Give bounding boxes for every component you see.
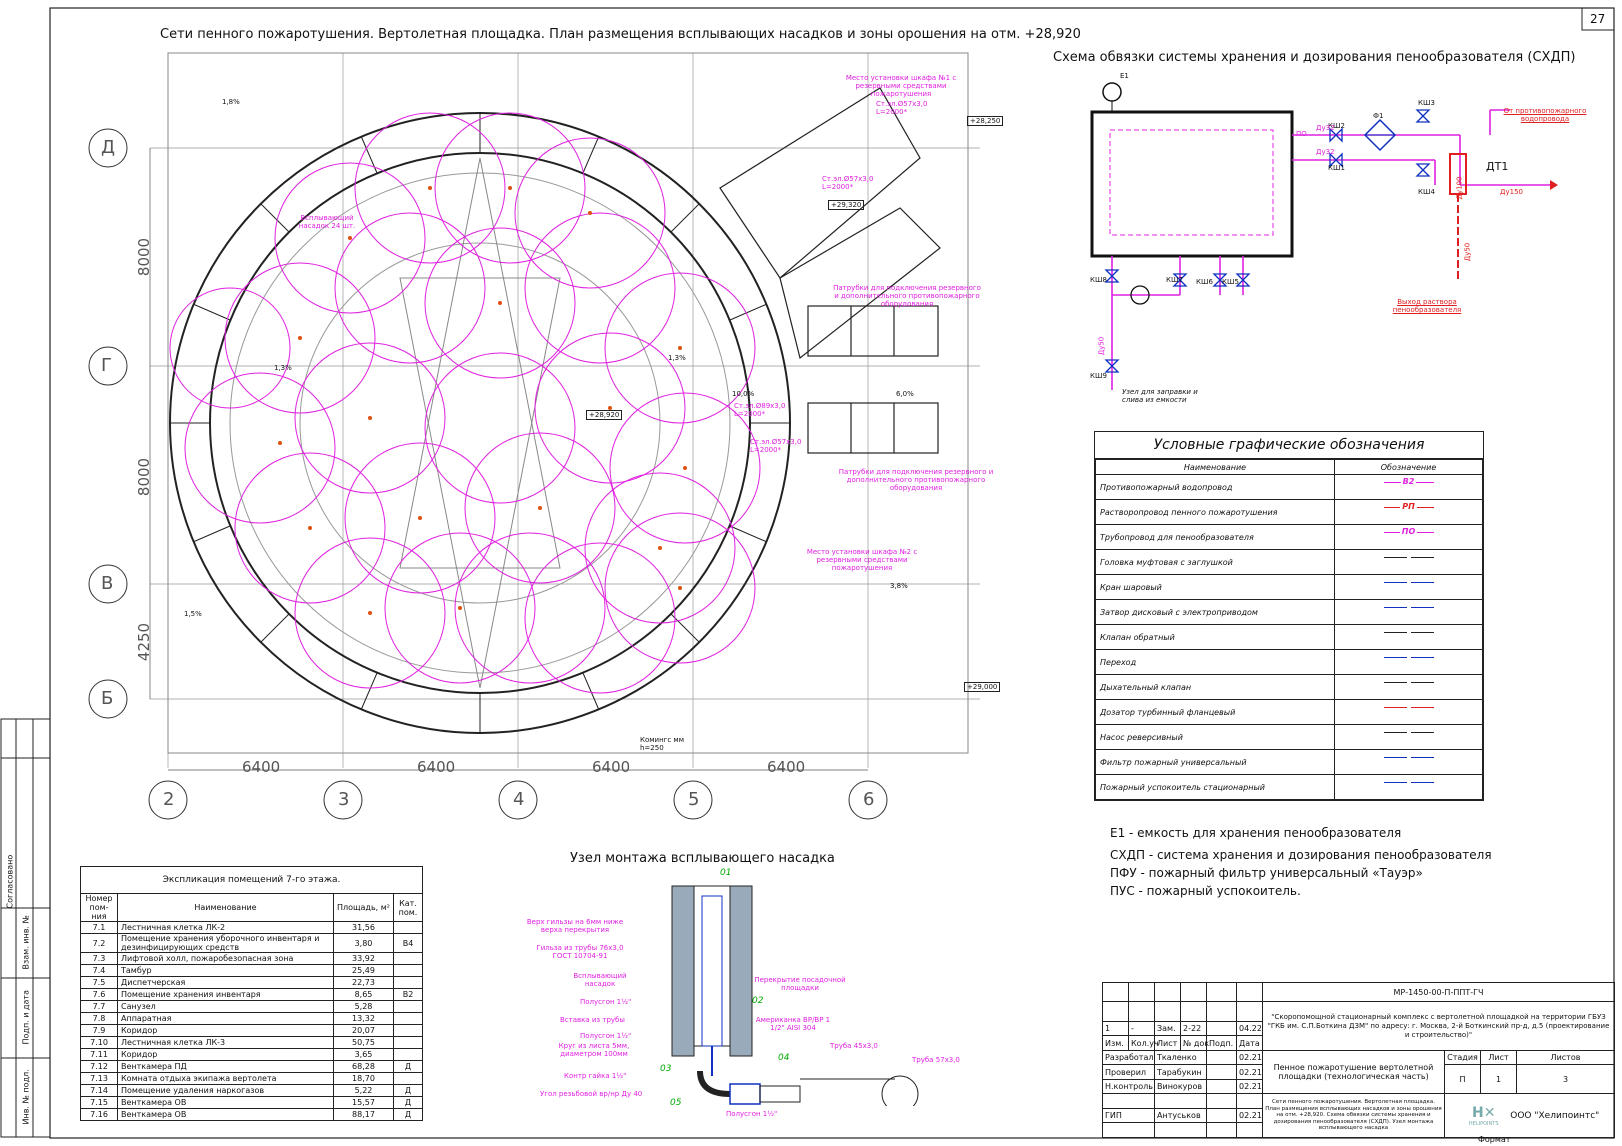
expl-num: 7.12 xyxy=(81,1061,118,1073)
slope-6: 6,0% xyxy=(896,390,914,398)
sheet-number: 27 xyxy=(1590,12,1606,26)
dim-h-3: 6400 xyxy=(592,758,631,776)
expl-area: 88,17 xyxy=(333,1109,393,1121)
expl-num: 7.10 xyxy=(81,1037,118,1049)
axis-num-3: 3 xyxy=(338,789,350,810)
axis-num-2: 2 xyxy=(163,789,175,810)
legend-sign-code xyxy=(1407,702,1411,711)
dim-v-2: 8000 xyxy=(135,457,154,497)
node-c01: 01 xyxy=(720,868,732,878)
helipad-plan xyxy=(80,48,1010,838)
expl-num: 7.2 xyxy=(81,934,118,953)
stamp-date-3: 02.21 xyxy=(1237,1079,1263,1094)
legend-sign-line xyxy=(1384,682,1434,692)
node-sleeve-top: Верх гильзы на 6мм ниже верха перекрытия xyxy=(526,918,624,934)
side-agreed: Согласовано xyxy=(5,854,15,909)
expl-name: Санузел xyxy=(118,1001,334,1013)
explication-row xyxy=(81,1073,423,1085)
label-connection-1: Патрубки для подключения резервного и дополнительного противопожарного оборудования xyxy=(833,284,981,308)
du-5: Ду50 xyxy=(1463,242,1472,262)
expl-area: 13,32 xyxy=(333,1013,393,1025)
node-american: Американка ВР/ВР 1 1/2" AISI 304 xyxy=(755,1016,831,1032)
legend-sign-code xyxy=(1407,677,1411,686)
expl-cat xyxy=(394,1013,423,1025)
node-c02: 02 xyxy=(752,996,764,1006)
expl-num: 7.5 xyxy=(81,977,118,989)
stamp-person-4: Антуськов xyxy=(1155,1108,1207,1123)
du-4: Ду100 xyxy=(1455,176,1464,200)
side-sign-date: Подп. и дата xyxy=(21,990,31,1045)
legend-item-sign xyxy=(1335,475,1483,500)
label-komings: Комингс мм h=250 xyxy=(640,736,684,752)
legend-sign-code xyxy=(1407,752,1411,761)
legend-sign-code xyxy=(1407,652,1411,661)
outlet-label: Выход раствора пенообразователя xyxy=(1392,298,1462,314)
legend-col-name: Наименование xyxy=(1096,460,1335,475)
stamp-sheets-h: Листов xyxy=(1517,1050,1615,1065)
valve-ksh6: КШ6 xyxy=(1196,278,1213,286)
label-pipe-2: Ст.эл.Ø57х3,0 L=2000* xyxy=(822,175,874,191)
node-c04: 04 xyxy=(778,1053,790,1063)
legend-item-sign xyxy=(1335,500,1483,525)
expl-name: Помещение хранения уборочного инвентаря и дезинфицирующих средств xyxy=(118,934,334,953)
expl-name: Тамбур xyxy=(118,965,334,977)
explication-row xyxy=(81,1037,423,1049)
expl-name: Лестничная клетка ЛК-2 xyxy=(118,922,334,934)
stamp-h-6: Дата xyxy=(1237,1036,1263,1051)
legend-item-name: Фильтр пожарный универсальный xyxy=(1096,750,1335,775)
node-pipe57: Труба 57х3,0 xyxy=(912,1056,960,1064)
legend-item-name: Клапан обратный xyxy=(1096,625,1335,650)
node-elbow: Угол резьбовой вр/нр Ду 40 xyxy=(540,1090,643,1098)
plan-title: Сети пенного пожаротушения. Вертолетная площадка. План размещения всплывающих насадков и зоны орошения на отм. +28,920 xyxy=(160,27,1081,42)
slope-5: 10,0% xyxy=(732,390,755,398)
legend-row xyxy=(1096,675,1483,700)
expl-num: 7.1 xyxy=(81,922,118,934)
legend-item-name: Дыхательный клапан xyxy=(1096,675,1335,700)
expl-cat xyxy=(394,1073,423,1085)
stamp-sheet-v: 1 xyxy=(1481,1065,1517,1094)
stamp-change-2: - xyxy=(1129,1021,1155,1036)
axis-letter-g: Г xyxy=(101,355,112,376)
company-logo: H✕ HELIPOINTS xyxy=(1460,1105,1508,1127)
node-sleeve: Гильза из трубы 76х3,0 ГОСТ 10704-91 xyxy=(536,944,624,960)
expl-cat xyxy=(394,1049,423,1061)
stamp-h-5: Подп. xyxy=(1207,1036,1237,1051)
stamp-role-1: Разработал xyxy=(1103,1050,1155,1065)
legend-item-sign xyxy=(1335,725,1483,750)
expl-cat: Д xyxy=(394,1085,423,1097)
expl-cat: В2 xyxy=(394,989,423,1001)
expl-cat xyxy=(394,1037,423,1049)
du-2: Ду32 xyxy=(1316,148,1335,156)
expl-cat: Д xyxy=(394,1109,423,1121)
expl-h-area: Площадь, м² xyxy=(333,894,393,922)
legend-sign-code xyxy=(1407,577,1411,586)
label-pipe-1: Ст.эл.Ø57х3,0 L=2000* xyxy=(876,100,928,116)
legend-sign-code xyxy=(1407,627,1411,636)
node-title: Узел монтажа всплывающего насадка xyxy=(570,851,835,866)
stamp-h-1: Изм. xyxy=(1103,1036,1129,1051)
expl-area: 68,28 xyxy=(333,1061,393,1073)
scheme-title: Схема обвязки системы хранения и дозирования пенообразователя (СХДП) xyxy=(1053,50,1576,65)
legend-sign-code xyxy=(1407,552,1411,561)
legend-sign-line xyxy=(1384,477,1434,492)
legend-title: Условные графические обозначения xyxy=(1095,432,1483,459)
dim-h-4: 6400 xyxy=(767,758,806,776)
axis-letter-v: В xyxy=(101,573,114,594)
expl-cat: В4 xyxy=(394,934,423,953)
legend-row xyxy=(1096,525,1483,550)
legend-row xyxy=(1096,550,1483,575)
doser-dt1: ДТ1 xyxy=(1486,160,1509,173)
expl-area: 3,80 xyxy=(333,934,393,953)
from-main: От противопожарного водопровода xyxy=(1503,107,1587,123)
explication-row xyxy=(81,1001,423,1013)
stamp-section: Пенное пожаротушение вертолетной площадки (технологическая часть) xyxy=(1263,1050,1445,1094)
legend-row xyxy=(1096,750,1483,775)
legend-item-name: Противопожарный водопровод xyxy=(1096,475,1335,500)
expl-cat: Д xyxy=(394,1097,423,1109)
expl-h-name: Наименование xyxy=(118,894,334,922)
legend-item-sign xyxy=(1335,775,1483,800)
stamp-h-2: Кол.уч xyxy=(1129,1036,1155,1051)
legend-item-name: Пожарный успокоитель стационарный xyxy=(1096,775,1335,800)
expl-num: 7.15 xyxy=(81,1097,118,1109)
stamp-format: Формат xyxy=(1478,1135,1511,1144)
expl-cat xyxy=(394,1025,423,1037)
du-3: Ду150 xyxy=(1500,188,1523,196)
legend-sign-code xyxy=(1407,777,1411,786)
expl-area: 25,49 xyxy=(333,965,393,977)
node-insert: Вставка из трубы xyxy=(560,1016,625,1024)
legend-sign-line xyxy=(1384,757,1434,767)
filter-f1: Ф1 xyxy=(1373,112,1384,120)
level-1: +28,250 xyxy=(967,116,1003,126)
expl-num: 7.6 xyxy=(81,989,118,1001)
expl-name: Лестничная клетка ЛК-3 xyxy=(118,1037,334,1049)
stamp-change-5 xyxy=(1207,1021,1237,1036)
expl-h-num: Номер пом-ния xyxy=(81,894,118,922)
stamp-date-1: 02.21 xyxy=(1237,1050,1263,1065)
slope-3: 1,3% xyxy=(668,354,686,362)
explication-row xyxy=(81,1025,423,1037)
axis-num-4: 4 xyxy=(513,789,525,810)
explication-row xyxy=(81,1013,423,1025)
label-cabinet-1: Место установки шкафа №1 с резервными средствами пожаротушения xyxy=(845,74,957,98)
legend-sign-code: В2 xyxy=(1402,477,1415,486)
expl-area: 3,65 xyxy=(333,1049,393,1061)
legend-item-sign xyxy=(1335,600,1483,625)
explication-row xyxy=(81,953,423,965)
stamp-company: ООО "Хелипоинтс" xyxy=(1510,1110,1600,1121)
legend-row xyxy=(1096,500,1483,525)
expl-num: 7.9 xyxy=(81,1025,118,1037)
stamp-sheets-v: 3 xyxy=(1517,1065,1615,1094)
stamp-date-2: 02.21 xyxy=(1237,1065,1263,1080)
expl-num: 7.7 xyxy=(81,1001,118,1013)
legend-item-name: Трубопровод для пенообразователя xyxy=(1096,525,1335,550)
du-1: Ду32 xyxy=(1316,124,1335,132)
legend-item-name: Переход xyxy=(1096,650,1335,675)
explication-row xyxy=(81,989,423,1001)
stamp-change-3: Зам. xyxy=(1155,1021,1181,1036)
level-4: +29,000 xyxy=(964,682,1000,692)
legend-sign-line xyxy=(1384,782,1434,792)
dim-v-3: 4250 xyxy=(135,622,154,662)
expl-area: 20,07 xyxy=(333,1025,393,1037)
note-2: СХДП - система хранения и дозирования пенообразователя xyxy=(1110,848,1492,862)
expl-name: Венткамера ОВ xyxy=(118,1109,334,1121)
expl-name: Аппаратная xyxy=(118,1013,334,1025)
explication-row xyxy=(81,1085,423,1097)
stamp-h-3: Лист xyxy=(1155,1036,1181,1051)
scheme-e1: Е1 xyxy=(1120,72,1129,80)
legend-col-sign: Обозначение xyxy=(1335,460,1483,475)
legend-row xyxy=(1096,725,1483,750)
label-nozzles: Всплывающий насадок 24 шт. xyxy=(298,214,356,230)
note-4: ПУС - пожарный успокоитель. xyxy=(1110,884,1301,898)
explication-row xyxy=(81,934,423,953)
expl-cat xyxy=(394,1001,423,1013)
explication-row xyxy=(81,965,423,977)
expl-name: Коридор xyxy=(118,1049,334,1061)
expl-h-cat: Кат. пом. xyxy=(394,894,423,922)
axis-letter-b: Б xyxy=(101,688,114,709)
expl-area: 50,75 xyxy=(333,1037,393,1049)
dim-h-2: 6400 xyxy=(417,758,456,776)
title-block xyxy=(1102,982,1614,1138)
valve-ksh2: КШ2 xyxy=(1328,122,1345,130)
expl-name: Помещение удаления наркогазов xyxy=(118,1085,334,1097)
stamp-stage-v: П xyxy=(1445,1065,1481,1094)
level-3: +28,920 xyxy=(586,410,622,420)
stamp-project: "Скоропомощной стационарный комплекс с вертолетной площадкой на территории ГБУЗ "ГКБ им. С.П.Боткина ДЗМ" по адресу: г. Москва, 2-й Боткинский пр-д, д.5 (проектирование и строительство)" xyxy=(1263,1002,1615,1050)
legend-row xyxy=(1096,625,1483,650)
stamp-person-1: Ткаленко xyxy=(1155,1050,1207,1065)
legend-sign-line xyxy=(1384,657,1434,667)
expl-area: 5,22 xyxy=(333,1085,393,1097)
side-inv: Инв. № подл. xyxy=(21,1069,31,1125)
expl-name: Венткамера ОВ xyxy=(118,1097,334,1109)
legend-item-sign xyxy=(1335,675,1483,700)
expl-area: 18,70 xyxy=(333,1073,393,1085)
explication-row xyxy=(81,1049,423,1061)
legend-row xyxy=(1096,700,1483,725)
legend-item-sign xyxy=(1335,550,1483,575)
legend-sign-line xyxy=(1384,607,1434,617)
legend xyxy=(1094,431,1484,801)
skhdp-scheme xyxy=(1080,70,1560,410)
label-pipe-4: Ст.эл.Ø57х3,0 L=2000* xyxy=(750,438,802,454)
stamp-date-4: 02.21 xyxy=(1237,1108,1263,1123)
expl-num: 7.13 xyxy=(81,1073,118,1085)
legend-sign-line xyxy=(1384,582,1434,592)
valve-ksh7: КШ7 xyxy=(1166,276,1183,284)
node-nozzle: Всплывающий насадок xyxy=(573,972,627,988)
legend-item-sign xyxy=(1335,750,1483,775)
expl-area: 33,92 xyxy=(333,953,393,965)
side-replace: Взам. инв. № xyxy=(21,915,31,970)
expl-name: Лифтовой холл, пожаробезопасная зона xyxy=(118,953,334,965)
valve-ksh5: КШ5 xyxy=(1222,278,1239,286)
legend-row xyxy=(1096,650,1483,675)
expl-cat xyxy=(394,965,423,977)
label-pipe-3: Ст.эл.Ø89х3,0 L=2000* xyxy=(734,402,786,418)
valve-ksh8: КШ8 xyxy=(1090,276,1107,284)
expl-name: Помещение хранения инвентаря xyxy=(118,989,334,1001)
legend-sign-line xyxy=(1384,732,1434,742)
expl-name: Комната отдыха экипажа вертолета xyxy=(118,1073,334,1085)
explication-row xyxy=(81,977,423,989)
stamp-person-2: Тарабукин xyxy=(1155,1065,1207,1080)
valve-ksh9: КШ9 xyxy=(1090,372,1107,380)
node-half2: Полусгон 1½" xyxy=(580,1032,632,1040)
expl-area: 8,65 xyxy=(333,989,393,1001)
expl-name: Коридор xyxy=(118,1025,334,1037)
explication-row xyxy=(81,1097,423,1109)
node-half3: Полусгон 1½" xyxy=(726,1110,778,1118)
du-6: Ду50 xyxy=(1097,336,1106,356)
legend-sign-code: РП xyxy=(1402,502,1415,511)
legend-item-name: Насос реверсивный xyxy=(1096,725,1335,750)
axis-num-5: 5 xyxy=(688,789,700,810)
expl-area: 31,56 xyxy=(333,922,393,934)
stamp-role-2: Проверил xyxy=(1103,1065,1155,1080)
axis-letter-d: Д xyxy=(101,137,116,158)
expl-cat xyxy=(394,922,423,934)
expl-name: Венткамера ПД xyxy=(118,1061,334,1073)
node-c03: 03 xyxy=(660,1064,672,1074)
expl-num: 7.8 xyxy=(81,1013,118,1025)
note-1: Е1 - емкость для хранения пенообразователя xyxy=(1110,826,1402,840)
stamp-change-1: 1 xyxy=(1103,1021,1129,1036)
label-cabinet-2: Место установки шкафа №2 с резервными средствами пожаротушения xyxy=(806,548,918,572)
legend-sign-code xyxy=(1407,727,1411,736)
node-half1: Полусгон 1½" xyxy=(580,998,632,1006)
valve-ksh1: КШ1 xyxy=(1328,164,1345,172)
legend-row xyxy=(1096,600,1483,625)
expl-cat xyxy=(394,953,423,965)
legend-item-sign xyxy=(1335,575,1483,600)
refill-label: Узел для заправки и слива из емкости xyxy=(1122,388,1198,404)
stamp-sheet-h: Лист xyxy=(1481,1050,1517,1065)
legend-sign-line xyxy=(1384,557,1434,567)
expl-num: 7.4 xyxy=(81,965,118,977)
legend-item-name: Затвор дисковый с электроприводом xyxy=(1096,600,1335,625)
node-slab: Перекрытие посадочной площадки xyxy=(754,976,846,992)
expl-area: 22,73 xyxy=(333,977,393,989)
legend-item-name: Кран шаровый xyxy=(1096,575,1335,600)
stamp-company-cell xyxy=(1445,1094,1615,1138)
logo-text: HELIPOINTS xyxy=(1468,1120,1499,1127)
stamp-h-4: № док xyxy=(1181,1036,1207,1051)
explication-row xyxy=(81,1109,423,1121)
stamp-stage-h: Стадия xyxy=(1445,1050,1481,1065)
expl-num: 7.16 xyxy=(81,1109,118,1121)
stamp-change-4: 2-22 xyxy=(1181,1021,1207,1036)
expl-area: 5,28 xyxy=(333,1001,393,1013)
stamp-code: МР-1450-00-П-ППТ-ГЧ xyxy=(1263,983,1615,1002)
expl-area: 15,57 xyxy=(333,1097,393,1109)
expl-num: 7.14 xyxy=(81,1085,118,1097)
slope-2: 1,3% xyxy=(274,364,292,372)
legend-row xyxy=(1096,575,1483,600)
slope-1: 1,8% xyxy=(222,98,240,106)
level-2: +29,320 xyxy=(828,200,864,210)
explication-row xyxy=(81,1061,423,1073)
line-po-label: ПО xyxy=(1296,130,1307,138)
expl-num: 7.3 xyxy=(81,953,118,965)
note-3: ПФУ - пожарный фильтр универсальный «Тауэр» xyxy=(1110,866,1423,880)
dim-h-1: 6400 xyxy=(242,758,281,776)
stamp-sheet-desc: Сети пенного пожаротушения. Вертолетная площадка. План размещения всплывающих насадков и зоны орошения на отм. +28,920. Схема обвязки системы хранения и дозирования пенообразователя (СХДП). Узел монтажа всплывающего насадка xyxy=(1263,1094,1445,1138)
expl-name: Диспетчерская xyxy=(118,977,334,989)
legend-item-sign xyxy=(1335,650,1483,675)
stamp-role-3: Н.контроль xyxy=(1103,1079,1155,1094)
node-c05: 05 xyxy=(670,1098,682,1108)
axis-num-6: 6 xyxy=(863,789,875,810)
legend-sign-line xyxy=(1384,632,1434,642)
stamp-role-4: ГИП xyxy=(1103,1108,1155,1123)
explication-row xyxy=(81,922,423,934)
legend-sign-code: ПО xyxy=(1401,527,1416,536)
legend-item-sign xyxy=(1335,625,1483,650)
stamp-change-6: 04.22 xyxy=(1237,1021,1263,1036)
node-pipe45: Труба 45х3,0 xyxy=(830,1042,878,1050)
node-nut: Контр гайка 1½" xyxy=(564,1072,627,1080)
legend-sign-line xyxy=(1384,707,1434,717)
legend-row xyxy=(1096,475,1483,500)
valve-ksh3: КШ3 xyxy=(1418,99,1435,107)
legend-item-sign xyxy=(1335,700,1483,725)
expl-cat: Д xyxy=(394,1061,423,1073)
legend-item-name: Дозатор турбинный фланцевый xyxy=(1096,700,1335,725)
legend-item-sign xyxy=(1335,525,1483,550)
legend-sign-code xyxy=(1407,602,1411,611)
expl-num: 7.11 xyxy=(81,1049,118,1061)
label-connection-2: Патрубки для подключения резервного и дополнительного противопожарного оборудования xyxy=(838,468,994,492)
slope-7: 3,8% xyxy=(890,582,908,590)
stamp-person-3: Винокуров xyxy=(1155,1079,1207,1094)
legend-item-name: Растворопровод пенного пожаротушения xyxy=(1096,500,1335,525)
valve-ksh4: КШ4 xyxy=(1418,188,1435,196)
legend-sign-line xyxy=(1384,527,1434,542)
expl-cat xyxy=(394,977,423,989)
legend-sign-line xyxy=(1384,502,1434,517)
explication-title: Экспликация помещений 7-го этажа. xyxy=(80,866,423,893)
legend-item-name: Головка муфтовая с заглушкой xyxy=(1096,550,1335,575)
dim-v-1: 8000 xyxy=(135,237,154,277)
slope-4: 1,5% xyxy=(184,610,202,618)
legend-row xyxy=(1096,775,1483,800)
explication xyxy=(80,866,423,1121)
node-disk: Круг из листа 5мм, диаметром 100мм xyxy=(558,1042,630,1058)
